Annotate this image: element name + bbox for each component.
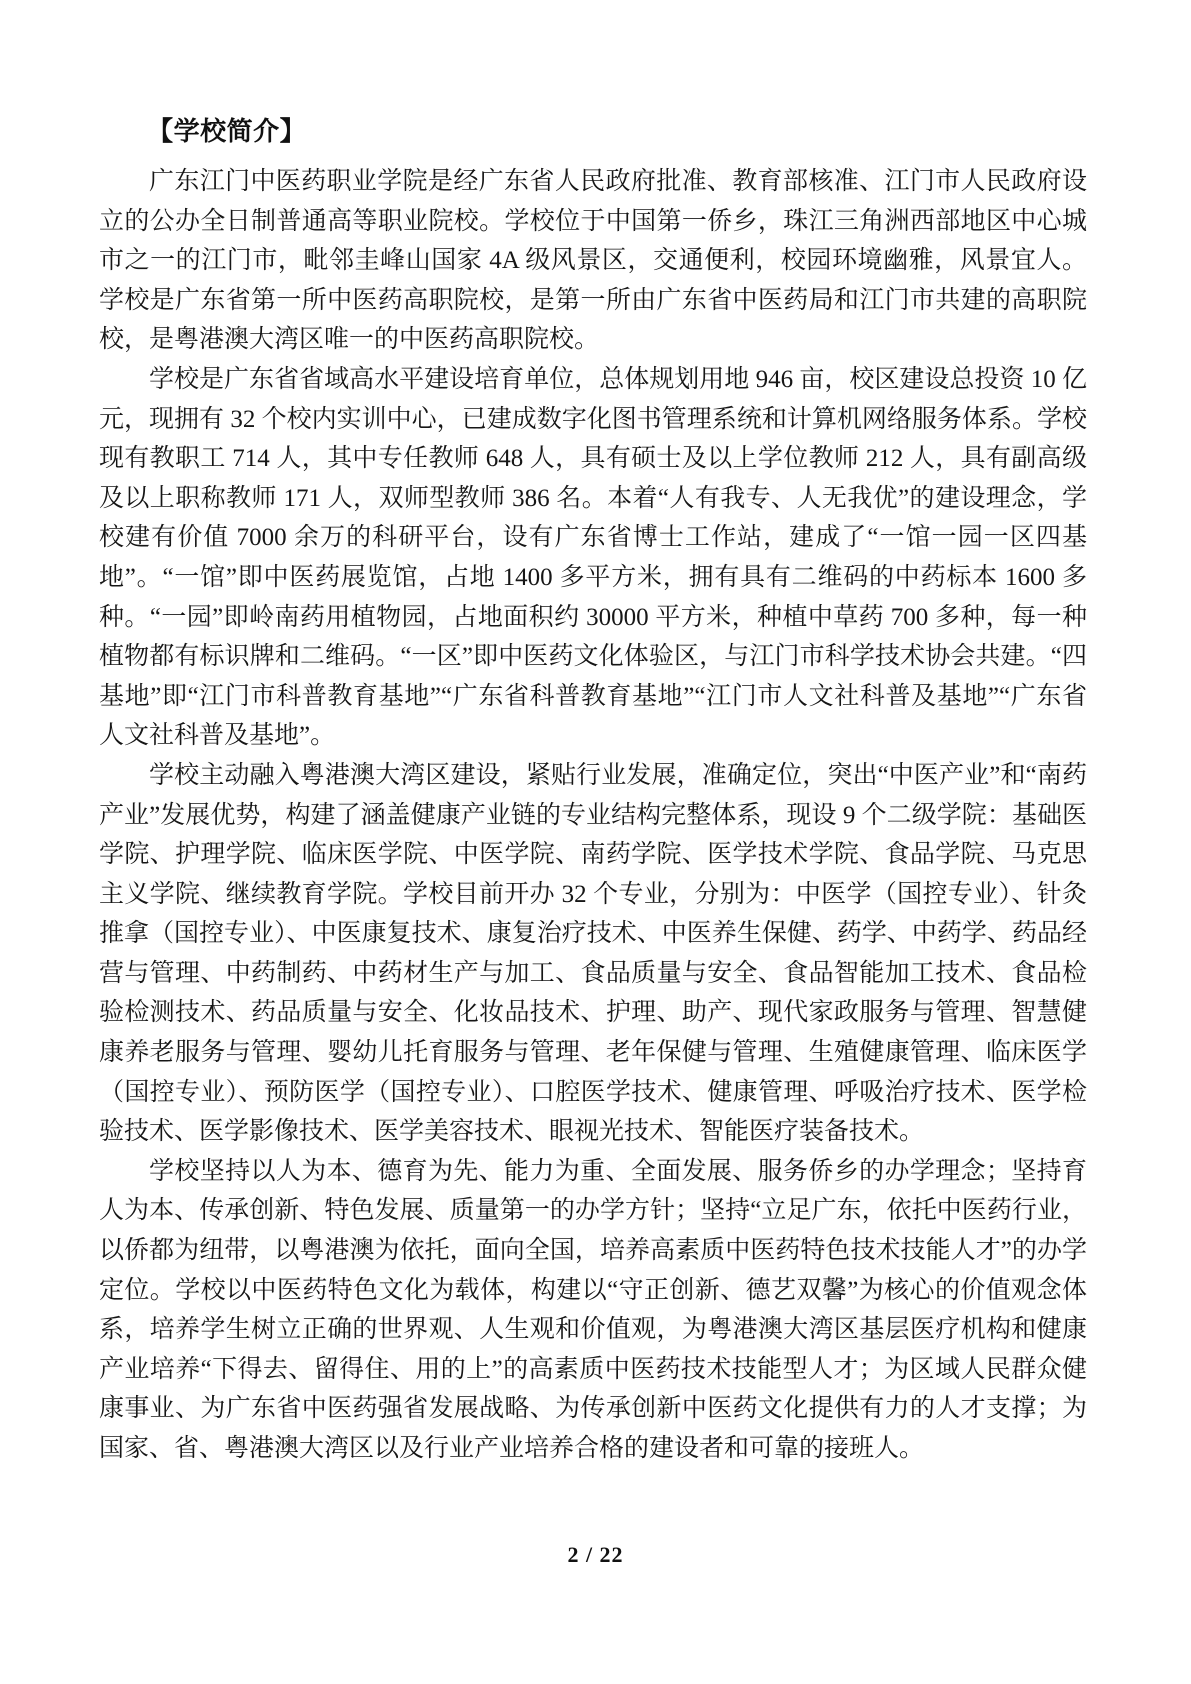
paragraph-colleges-and-majors: 学校主动融入粤港澳大湾区建设，紧贴行业发展，准确定位，突出“中医产业”和“南药产业”发展优势，构建了涵盖健康产业链的专业结构完整体系，现设 9 个二级学院：基础医学院、护理学院、临床医学院、中医学院、南药学院、医学技术学院、食品学院、马克思主义学院、继续教育学院。学校目前开办 32 个专业，分别为：中医学（国控专业）、针灸推拿（国控专业）、中医康复技术、康复治疗技术、中医养生保健、药学、中药学、药品经营与管理、中药制药、中药材生产与加工、食品质量与安全、食品智能加工技术、食品检验检测技术、药品质量与安全、化妆品技术、护理、助产、现代家政服务与管理、智慧健康养老服务与管理、婴幼儿托育服务与管理、老年保健与管理、生殖健康管理、临床医学（国控专业）、预防医学（国控专业）、口腔医学技术、健康管理、呼吸治疗技术、医学检验技术、医学影像技术、医学美容技术、眼视光技术、智能医疗装备技术。 [99, 761, 1087, 1146]
document-content [99, 112, 1087, 1469]
paragraph-school-overview: 广东江门中医药职业学院是经广东省人民政府批准、教育部核准、江门市人民政府设立的公办全日制普通高等职业院校。学校位于中国第一侨乡，珠江三角洲西部地区中心城市之一的江门市，毗邻圭峰山国家 4A 级风景区，交通便利，校园环境幽雅，风景宜人。学校是广东省第一所中医药高职院校，是第一所由广东省中医药局和江门市共建的高职院校，是粤港澳大湾区唯一的中医药高职院校。 [99, 168, 1087, 354]
paragraph-education-philosophy: 学校坚持以人为本、德育为先、能力为重、全面发展、服务侨乡的办学理念；坚持育人为本、传承创新、特色发展、质量第一的办学方针；坚持“立足广东，依托中医药行业，以侨都为纽带，以粤港澳为依托，面向全国，培养高素质中医药特色技术技能人才”的办学定位。学校以中医药特色文化为载体，构建以“守正创新、德艺双馨”为核心的价值观念体系，培养学生树立正确的世界观、人生观和价值观，为粤港澳大湾区基层医疗机构和健康产业培养“下得去、留得住、用的上”的高素质中医药技术技能型人才；为区域人民群众健康事业、为广东省中医药强省发展战略、为传承创新中医药文化提供有力的人才支撑；为国家、省、粤港澳大湾区以及行业产业培养合格的建设者和可靠的接班人。 [99, 1157, 1087, 1462]
page-number: 2 / 22 [567, 1542, 624, 1567]
section-title: 【学校简介】 [147, 117, 307, 146]
paragraph-campus-facilities: 学校是广东省省域高水平建设培育单位，总体规划用地 946 亩，校区建设总投资 10 亿元，现拥有 32 个校内实训中心，已建成数字化图书管理系统和计算机网络服务体系。学校现有教职工 714 人，其中专任教师 648 人，具有硕士及以上学位教师 212 人，具有副高级及以上职称教师 171 人，双师型教师 386 名。本着“人有我专、人无我优”的建设理念，学校建有价值 7000 余万的科研平台，设有广东省博士工作站，建成了“一馆一园一区四基地”。“一馆”即中医药展览馆，占地 1400 多平方米，拥有具有二维码的中药标本 1600 多种。“一园”即岭南药用植物园，占地面积约 30000 平方米，种植中草药 700 多种，每一种植物都有标识牌和二维码。“一区”即中医药文化体验区，与江门市科学技术协会共建。“四基地”即“江门市科普教育基地”“广东省科普教育基地”“江门市人文社科普及基地”“广东省人文社科普及基地”。 [99, 365, 1087, 750]
